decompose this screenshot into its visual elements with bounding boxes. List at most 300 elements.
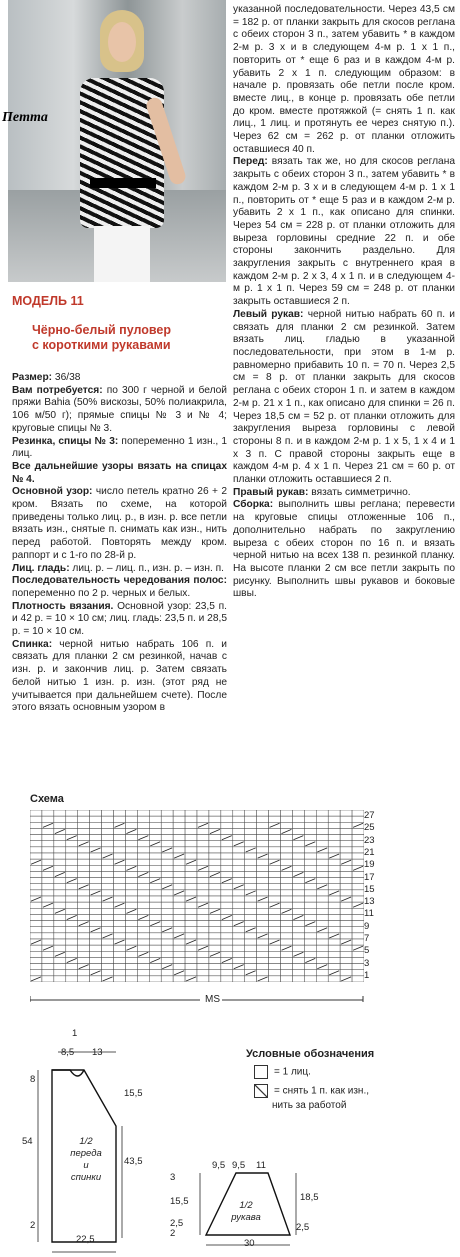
chart-cell [316, 816, 328, 822]
chart-cell [149, 822, 161, 828]
chart-cell [54, 853, 66, 859]
chart-cell [292, 927, 304, 933]
chart-cell [292, 816, 304, 822]
chart-cell [233, 896, 245, 902]
chart-cell [149, 970, 161, 976]
chart-cell [30, 927, 42, 933]
chart-cell [114, 884, 126, 890]
chart-cell [185, 927, 197, 933]
chart-cell [257, 890, 269, 896]
chart-cell [114, 921, 126, 927]
chart-cell [149, 859, 161, 865]
chart-cell [269, 945, 281, 951]
chart-cell [257, 847, 269, 853]
chart-cell [352, 896, 364, 902]
chart-cell [221, 884, 233, 890]
chart-cell [66, 828, 78, 834]
chart-cell [292, 853, 304, 859]
chart-cell [173, 878, 185, 884]
chart-cell [30, 810, 42, 816]
left-paragraph: Лиц. гладь: лиц. р. – лиц. п., изн. р. – изн. п. [12, 562, 224, 574]
chart-cell [269, 927, 281, 933]
chart-cell [185, 835, 197, 841]
chart-cell [352, 964, 364, 970]
chart-cell [197, 951, 209, 957]
chart-cell [161, 828, 173, 834]
chart-cell [66, 945, 78, 951]
chart-cell [149, 853, 161, 859]
chart-cell [304, 914, 316, 920]
chart-cell [102, 847, 114, 853]
chart-cell [78, 859, 90, 865]
chart-cell [292, 957, 304, 963]
chart-cell [257, 902, 269, 908]
chart-cell [54, 921, 66, 927]
chart-cell [257, 810, 269, 816]
chart-cell [304, 970, 316, 976]
chart-cell [102, 884, 114, 890]
chart-cell [78, 865, 90, 871]
right-paragraph: Перед: вязать так же, но для скосов реглана закрыть с обеих сторон 3 п., затем убавить * в каждом 2-м р. 3 х и в следующем 4-м р. 1 х 1 п., повторить от * еще 5 раз и в каждом 2-м р. убавить 2 х 1 п., как описано для спинки. Через 54 см = 228 р. от планки отложить для выреза горловины средние 22 п. и обе стороны закончить раздельно. Для закругления закрыть с внутреннего края в каждом 2-м р. 2 х 3, 4 х 1 п. и в следующем 4-м р. 1 х 1 п. Через 59 см = 248 р. от планки закрыть оставшиеся 2 п. [233, 156, 455, 308]
chart-cell [137, 865, 149, 871]
chart-cell [221, 841, 233, 847]
chart-cell [185, 957, 197, 963]
chart-cell [197, 896, 209, 902]
chart-row-number: 21 [364, 846, 375, 858]
chart-cell [304, 902, 316, 908]
chart-cell [102, 871, 114, 877]
chart-cell [102, 908, 114, 914]
chart-cell [185, 964, 197, 970]
chart-cell [316, 810, 328, 816]
chart-cell [66, 896, 78, 902]
chart-cell [197, 847, 209, 853]
chart-cell [292, 865, 304, 871]
chart-cell [30, 816, 42, 822]
legend-title: Условные обозначения [246, 1048, 375, 1060]
left-paragraph: Резинка, спицы № 3: попеременно 1 изн., 1 лиц. [12, 435, 227, 460]
chart-cell [114, 945, 126, 951]
chart-cell [102, 859, 114, 865]
chart-cell [340, 933, 352, 939]
chart-cell [114, 890, 126, 896]
chart-cell [90, 853, 102, 859]
chart-cell [42, 859, 54, 865]
chart-cell [245, 957, 257, 963]
chart-cell [245, 964, 257, 970]
chart-cell [257, 945, 269, 951]
chart-cell [233, 847, 245, 853]
chart-cell [30, 871, 42, 877]
chart-cell [42, 970, 54, 976]
chart-cell [42, 884, 54, 890]
chart-cell [78, 871, 90, 877]
chart-cell [149, 951, 161, 957]
chart-cell [340, 816, 352, 822]
chart-cell [102, 927, 114, 933]
chart-cell [304, 859, 316, 865]
chart-cell [328, 859, 340, 865]
chart-cell [281, 957, 293, 963]
chart-cell [304, 865, 316, 871]
chart-cell [149, 908, 161, 914]
chart-cell [125, 921, 137, 927]
chart-cell [185, 841, 197, 847]
chart-cell [197, 871, 209, 877]
chart-cell [114, 896, 126, 902]
chart-cell [233, 828, 245, 834]
chart-cell [102, 921, 114, 927]
chart-cell [233, 878, 245, 884]
chart-row-number: 25 [364, 822, 375, 834]
chart-cell [257, 951, 269, 957]
chart-cell [328, 841, 340, 847]
chart-cell [102, 841, 114, 847]
chart-cell [114, 976, 126, 982]
chart-cell [197, 859, 209, 865]
chart-cell [209, 816, 221, 822]
chart-cell [257, 914, 269, 920]
chart-cell [149, 847, 161, 853]
chart-cell [197, 957, 209, 963]
chart-cell [30, 853, 42, 859]
chart-cell [161, 841, 173, 847]
chart-cell [209, 859, 221, 865]
chart-cell [173, 871, 185, 877]
chart-cell [173, 828, 185, 834]
chart-cell [173, 859, 185, 865]
chart-cell [257, 921, 269, 927]
chart-cell [30, 964, 42, 970]
chart-cell [66, 847, 78, 853]
chart-cell [197, 908, 209, 914]
chart-cell [209, 921, 221, 927]
chart-cell [221, 810, 233, 816]
chart-cell [185, 847, 197, 853]
chart-cell [328, 951, 340, 957]
chart-cell [304, 853, 316, 859]
chart-cell [245, 921, 257, 927]
chart-cell [340, 945, 352, 951]
chart-cell [233, 951, 245, 957]
chart-cell [114, 951, 126, 957]
chart-cell [245, 828, 257, 834]
chart-cell [161, 902, 173, 908]
chart-cell [161, 865, 173, 871]
chart-cell [352, 939, 364, 945]
chart-cell [292, 841, 304, 847]
chart-cell [209, 847, 221, 853]
chart-cell [328, 847, 340, 853]
chart-cell [352, 951, 364, 957]
chart-cell [114, 970, 126, 976]
chart-cell [233, 914, 245, 920]
chart-cell [185, 871, 197, 877]
chart-cell [137, 933, 149, 939]
chart-cell [173, 964, 185, 970]
legend-item-slip: = снять 1 п. как изн., [254, 1084, 369, 1098]
chart-cell [209, 890, 221, 896]
chart-cell [209, 835, 221, 841]
chart-cell [316, 933, 328, 939]
chart-cell [233, 945, 245, 951]
chart-cell [161, 945, 173, 951]
chart-cell [281, 976, 293, 982]
chart-cell [54, 976, 66, 982]
chart-cell [352, 871, 364, 877]
chart-cell [125, 878, 137, 884]
chart-cell [30, 841, 42, 847]
chart-cell [221, 964, 233, 970]
chart-cell [304, 896, 316, 902]
chart-cell [245, 902, 257, 908]
chart-cell [78, 878, 90, 884]
chart-cell [209, 884, 221, 890]
chart-cell [102, 828, 114, 834]
chart-cell [90, 835, 102, 841]
chart-cell [114, 847, 126, 853]
chart-cell [42, 976, 54, 982]
chart-cell [102, 835, 114, 841]
chart-cell [114, 927, 126, 933]
chart-cell [30, 970, 42, 976]
chart-cell [257, 859, 269, 865]
chart-cell [197, 890, 209, 896]
chart-cell [42, 878, 54, 884]
chart-cell [269, 896, 281, 902]
chart-cell [185, 853, 197, 859]
chart-cell [221, 933, 233, 939]
chart-cell [149, 964, 161, 970]
chart-cell [54, 884, 66, 890]
chart-cell [304, 976, 316, 982]
chart-cell [197, 884, 209, 890]
chart-cell [66, 939, 78, 945]
chart-cell [102, 957, 114, 963]
chart-cell [90, 865, 102, 871]
chart-cell [281, 951, 293, 957]
left-paragraph: Спинка: черной нитью набрать 106 п. и связать для планки 2 см резинкой, начав с изн. р. и закончив лиц. р. Затем связать белой нитью 1 изн. р. изн. (этот ряд не учитывается при дальнейшем счете). После этого вязать основным узором в [12, 638, 227, 714]
chart-cell [185, 933, 197, 939]
chart-cell [245, 871, 257, 877]
chart-cell [352, 810, 364, 816]
chart-cell [90, 908, 102, 914]
chart-row-number: 17 [364, 871, 375, 883]
chart-cell [257, 927, 269, 933]
chart-cell [233, 890, 245, 896]
chart-cell [340, 921, 352, 927]
chart-cell [66, 976, 78, 982]
instructions-right-column [233, 4, 455, 601]
chart-cell [30, 914, 42, 920]
chart-cell [125, 933, 137, 939]
chart-cell [114, 816, 126, 822]
chart-cell [269, 828, 281, 834]
chart-cell [54, 878, 66, 884]
chart-cell [233, 902, 245, 908]
chart-cell [245, 933, 257, 939]
chart-cell [125, 957, 137, 963]
chart-cell [149, 884, 161, 890]
chart-cell [281, 933, 293, 939]
chart-cell [90, 878, 102, 884]
chart-cell [161, 921, 173, 927]
chart-cell [125, 847, 137, 853]
chart-cell [90, 964, 102, 970]
chart-cell [304, 847, 316, 853]
chart-cell [42, 927, 54, 933]
chart-cell [66, 890, 78, 896]
chart-cell [102, 865, 114, 871]
chart-cell [233, 853, 245, 859]
chart-cell [30, 835, 42, 841]
schema-title: Схема [30, 793, 64, 805]
chart-cell [78, 908, 90, 914]
chart-cell [125, 835, 137, 841]
chart-cell [328, 828, 340, 834]
chart-cell [292, 878, 304, 884]
chart-cell [78, 835, 90, 841]
chart-cell [209, 964, 221, 970]
chart-cell [137, 927, 149, 933]
chart-cell [245, 914, 257, 920]
legend-item-knit: = 1 лиц. [254, 1065, 311, 1079]
chart-cell [269, 957, 281, 963]
chart-cell [316, 822, 328, 828]
chart-cell [42, 841, 54, 847]
chart-cell [137, 847, 149, 853]
chart-cell [78, 927, 90, 933]
chart-cell [316, 878, 328, 884]
chart-cell [269, 933, 281, 939]
chart-cell [42, 914, 54, 920]
chart-cell [90, 945, 102, 951]
chart-cell [114, 810, 126, 816]
chart-cell [185, 816, 197, 822]
chart-cell [328, 884, 340, 890]
chart-cell [304, 871, 316, 877]
chart-cell [149, 933, 161, 939]
chart-cell [78, 816, 90, 822]
chart-cell [281, 871, 293, 877]
chart-cell [257, 828, 269, 834]
chart-cell [54, 835, 66, 841]
chart-cell [66, 921, 78, 927]
chart-cell [316, 976, 328, 982]
chart-cell [125, 914, 137, 920]
left-paragraph: Основной узор: число петель кратно 26 + 2 кром. Вязать по схеме, на которой приведены только лиц. р., в изн. р. все петли вязать изн., снятые п. снимать как изн., нить перед работой. Повторять между кром. раппорт и с 1-го по 28-й р. [12, 486, 227, 561]
chart-cell [340, 927, 352, 933]
chart-cell [316, 835, 328, 841]
sleeve-piece-label: 1/2 рукава [231, 1200, 261, 1223]
chart-cell [257, 884, 269, 890]
chart-cell [137, 902, 149, 908]
chart-cell [269, 914, 281, 920]
chart-cell [137, 878, 149, 884]
chart-cell [209, 822, 221, 828]
chart-cell [197, 964, 209, 970]
chart-cell [328, 810, 340, 816]
chart-cell [281, 822, 293, 828]
chart-cell [54, 939, 66, 945]
chart-cell [125, 902, 137, 908]
chart-cell [316, 908, 328, 914]
chart-cell [269, 964, 281, 970]
chart-cell [245, 810, 257, 816]
chart-cell [66, 951, 78, 957]
right-paragraph: Левый рукав: черной нитью набрать 60 п. и связать для планки 2 см резинкой. Затем вязать лиц. гладью в указанной последовательности, при этом в 1-м р. равномерно прибавить 10 п. = 70 п. Через 2,5 см = 8 р. от планки закрыть для скосов реглана с обеих сторон 1 п. и затем в каждом 2-м р. 21 х 1 п., как описано для спинки = 26 п. Через 18,5 см = 52 р. от планки отложить для закругления выреза горловины с левой стороны 8 п. и в каждом 2-м р. 1 х 5, 1 х 4 и 1 х 3 п. С правой стороны закрыть еще в каждом 4-м р. 4 х 1 п. Через 21 см = 60 р. от планки отложить оставшиеся 2 п. [233, 308, 455, 486]
chart-cell [78, 914, 90, 920]
body-piece-label: 1/2 переда и спинки [70, 1136, 102, 1183]
chart-cell [233, 908, 245, 914]
chart-cell [78, 939, 90, 945]
chart-cell [30, 951, 42, 957]
chart-cell [114, 871, 126, 877]
chart-cell [316, 970, 328, 976]
chart-cell [328, 871, 340, 877]
chart-cell [149, 902, 161, 908]
chart-cell [78, 896, 90, 902]
chart-repeat-bracket [30, 996, 364, 1004]
chart-cell [197, 810, 209, 816]
chart-cell [161, 951, 173, 957]
chart-cell [352, 976, 364, 982]
chart-cell [316, 902, 328, 908]
chart-cell [340, 878, 352, 884]
chart-cell [340, 828, 352, 834]
legend-item-slip-note: нить за работой [272, 1100, 347, 1111]
chart-cell [137, 896, 149, 902]
chart-cell [269, 908, 281, 914]
chart-cell [30, 828, 42, 834]
chart-cell [78, 902, 90, 908]
chart-cell [340, 914, 352, 920]
chart-cell [78, 890, 90, 896]
chart-cell [30, 908, 42, 914]
chart-cell [125, 884, 137, 890]
chart-cell [30, 890, 42, 896]
chart-cell [221, 822, 233, 828]
chart-cell [197, 841, 209, 847]
chart-cell [269, 884, 281, 890]
chart-cell [78, 957, 90, 963]
chart-cell [257, 964, 269, 970]
chart-cell [197, 835, 209, 841]
chart-cell [185, 890, 197, 896]
chart-cell [54, 816, 66, 822]
chart-cell [197, 933, 209, 939]
chart-cell [209, 902, 221, 908]
chart-row-number: 5 [364, 945, 370, 957]
chart-cell [257, 957, 269, 963]
chart-cell [30, 957, 42, 963]
chart-cell [269, 951, 281, 957]
chart-cell [197, 914, 209, 920]
chart-cell [149, 896, 161, 902]
chart-cell [221, 902, 233, 908]
chart-row-number: 3 [364, 957, 370, 969]
chart-cell [328, 878, 340, 884]
chart-cell [304, 828, 316, 834]
chart-cell [90, 957, 102, 963]
chart-cell [114, 964, 126, 970]
chart-cell [292, 945, 304, 951]
chart-cell [185, 828, 197, 834]
chart-cell [42, 964, 54, 970]
chart-cell [316, 871, 328, 877]
knitting-chart [30, 810, 364, 982]
chart-cell [54, 945, 66, 951]
